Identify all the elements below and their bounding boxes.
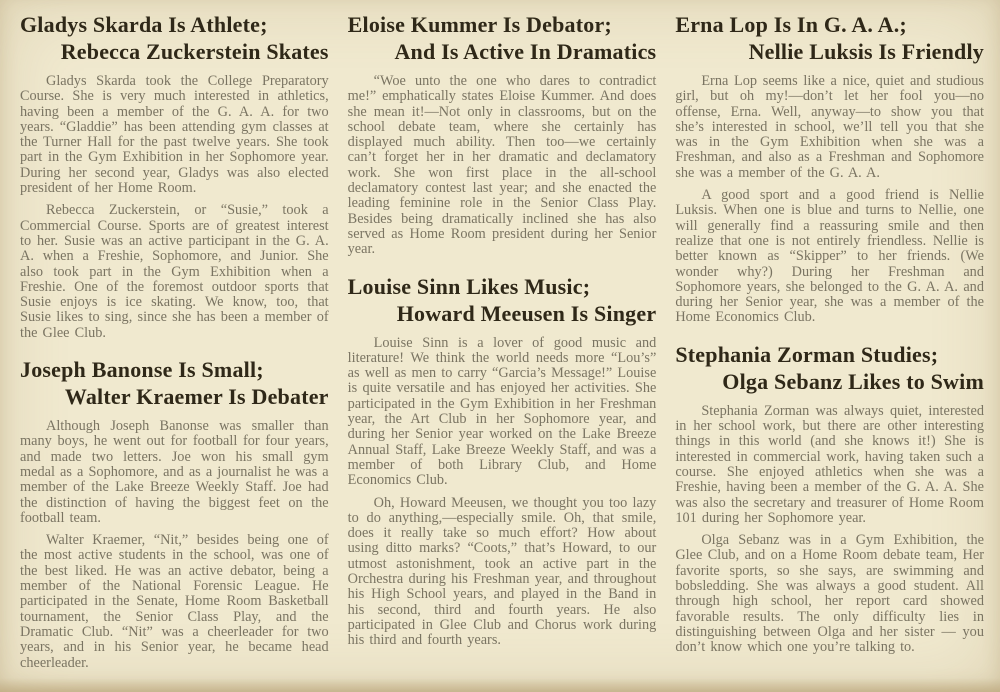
article-paragraph: Louise Sinn is a lover of good music and literature! We think the world needs more “Lou’s” as well as men to carry “Garcia’s Message!” Louise is quite versatile and has enjoyed her activities. She participated in the Gym Exhibition in her Freshman year, the Art Club in her Sophomore year, and during her Senior year worked on the Lake Breeze Annual Staff, Lake Breeze Weekly Staff, and was a member of both Library Club, and Home Economics Club. xyxy=(347,334,657,489)
article-headline xyxy=(20,11,329,65)
headline-line-2: Walter Kraemer Is Debater xyxy=(64,384,329,410)
article-paragraph: Rebecca Zuckerstein, or “Susie,” took a Commercial Course. Sports are of greatest interest to her. Susie was an active participant in the G. A. A. when a Freshie, Sophomore, and Junior. She also took part in the Gym Exhibition when a Freshie. One of the foremost outdoor sports that Susie enjoys is ice skating. We know, too, that Susie likes to sing, since she has been a member of the Glee Club. xyxy=(20,202,329,341)
article-paragraph: A good sport and a good friend is Nellie Luksis. When one is blue and turns to Nellie, one will generally find a reassuring smile and then realize that one is not entirely friendless. Nellie is better known as “Skipper” to her friends. (We wonder why?) During her Freshman and Sophomore years, she belonged to the G. A. A. and during her Senior year, she was a member of the Home Economics Club. xyxy=(675,187,984,326)
headline-line-2: And Is Active In Dramatics xyxy=(394,39,657,64)
column-1 xyxy=(20,11,329,692)
headline-line-1: Joseph Banonse Is Small; xyxy=(20,357,264,383)
article-paragraph: Oh, Howard Meeusen, we thought you too lazy to do anything,—especially smile. Oh, that smile, does it really take so much effort? How about using ditto marks? “Coots,” that’s Howard, to our utmost astonishment, took an active part in the Orchestra during his Freshman year, and throughout his High School years, and played in the Band in his second, third and fourth years. He also participated in Glee Club and Chorus work during his third and fourth years. xyxy=(347,494,657,649)
headline-line-2: Rebecca Zuckerstein Skates xyxy=(60,39,329,64)
column-2 xyxy=(348,11,657,692)
article-gladys-rebecca xyxy=(20,11,329,341)
article-headline xyxy=(675,341,984,395)
article-paragraph: Gladys Skarda took the College Preparatory Course. She is very much interested in athletics, having been a member of the G. A. A. for two years. “Gladdie” has been attending gym classes at the Turner Hall for the past twelve years. She took part in the Gym Exhibition in her Sophomore year. During her second year, Gladys was also elected president of her Home Room. xyxy=(20,73,329,197)
article-paragraph: Erna Lop seems like a nice, quiet and studious girl, but oh my!—don’t let her fool you—no offense, Erna. Well, anyway—to show you that she’s interested in school, we’ll tell you that she was in the Gym Exhibition when she was a Freshman, and also as a Freshman and Sophomore she was a member of the G. A. A. xyxy=(675,73,984,181)
headline-line-1: Eloise Kummer Is Debator; xyxy=(347,12,612,37)
article-paragraph: Stephania Zorman was always quiet, interested in her school work, but there are other interesting things in this world (and she knows it!) She is interested in commercial work, having taken such a course. She enjoyed athletics when she was a Freshie, having been a member of the G. A. A. She was also the secretary and treasurer of Home Room 101 during her Sophomore year. xyxy=(675,402,984,526)
article-erna-nellie xyxy=(675,11,984,326)
headline-line-1: Stephania Zorman Studies; xyxy=(675,341,939,367)
article-paragraph: Olga Sebanz was in a Gym Exhibition, the Glee Club, and on a Home Room debate team, Her favorite sports, so she says, are swimming and bobsledding. She was always a good student. All through high school, her report card showed favorable results. The only difficulty lies in distinguishing between Olga and her sister — you don’t know which one you’re talking to. xyxy=(675,532,984,656)
headline-line-2: Olga Sebanz Likes to Swim xyxy=(722,368,984,394)
article-headline xyxy=(20,356,329,410)
article-joseph-walter xyxy=(20,356,329,671)
article-paragraph: “Woe unto the one who dares to contradict me!” emphatically states Eloise Kummer. And does she mean it!—Not only in classrooms, but on the school debate team, where she certainly has displayed much ability. Then too—we certainly can’t forget her in her dramatic and declamatory work. She won first place in the all-school declamatory contest last year; and she enacted the leading feminine role in the Senior Class Play. Besides being dramatically inclined she has also served as Home Room president during her Senior year. xyxy=(347,73,657,258)
column-3 xyxy=(675,11,984,692)
article-headline xyxy=(675,11,984,65)
headline-line-1: Gladys Skarda Is Athlete; xyxy=(20,12,268,37)
article-louise-howard xyxy=(348,273,657,649)
headline-line-1: Louise Sinn Likes Music; xyxy=(347,273,591,299)
article-paragraph: Although Joseph Banonse was smaller than many boys, he went out for football for four years, and made two letters. Joe won his small gym medal as a Sophomore, and as a journalist he was a member of the Lake Breeze Weekly Staff. Joe had the distinction of having the biggest feet on the football team. xyxy=(20,418,329,526)
headline-line-1: Erna Lop Is In G. A. A.; xyxy=(675,12,907,37)
headline-line-2: Nellie Luksis Is Friendly xyxy=(748,39,984,64)
article-stephania-olga xyxy=(675,341,984,656)
headline-line-2: Howard Meeusen Is Singer xyxy=(396,300,657,326)
article-headline xyxy=(348,11,657,65)
article-headline xyxy=(348,273,657,327)
article-paragraph: Walter Kraemer, “Nit,” besides being one of the most active students in the school, was one of the best liked. He was an active debator, being a member of the National Forensic League. He participated in the Senate, Home Room Basketball tournament, the Senior Class Play, and the Dramatic Club. “Nit” was a cheerleader for two years, and in his Senior year, he became head cheerleader. xyxy=(20,532,329,671)
article-eloise xyxy=(348,11,657,258)
